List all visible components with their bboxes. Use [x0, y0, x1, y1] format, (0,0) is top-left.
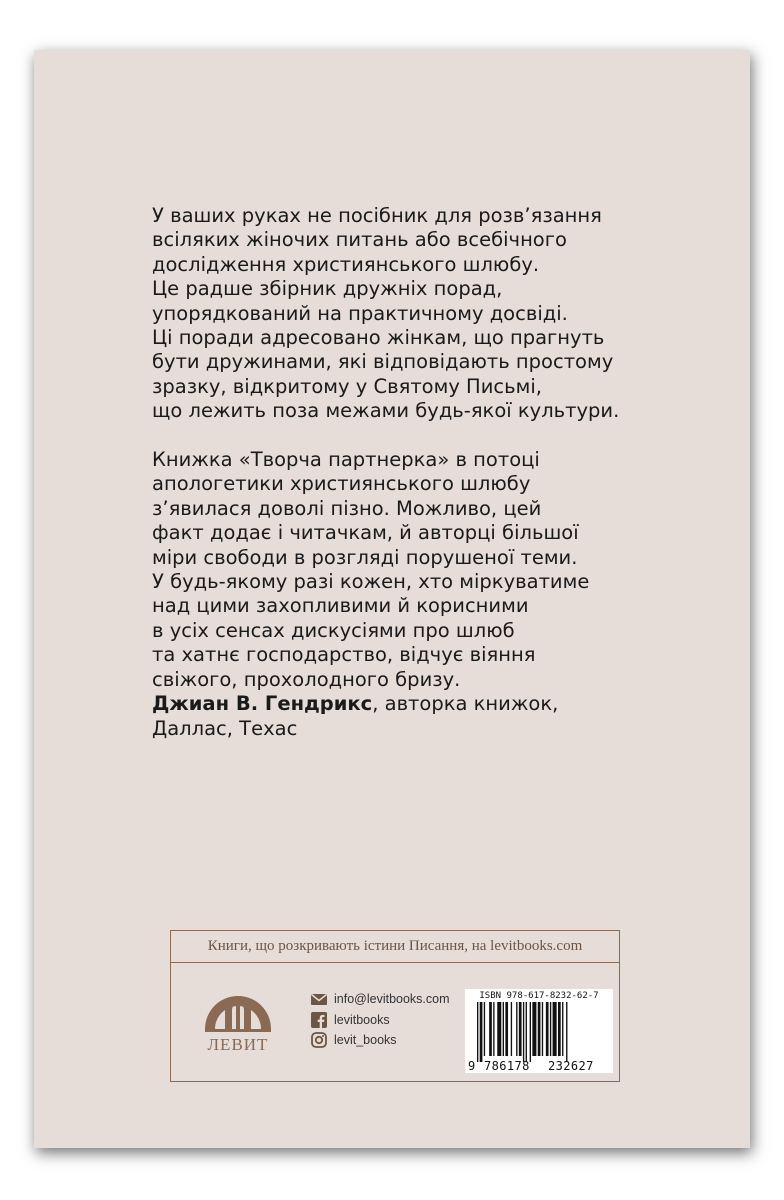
- facebook-text[interactable]: levitbooks: [334, 1012, 390, 1027]
- envelope-icon: [311, 991, 327, 1007]
- barcode-digits-right: 232627: [548, 1059, 594, 1073]
- blurb-line: факт додає і читачкам, й авторці більшої: [152, 521, 579, 545]
- blurb-line: міри свободи в розгляді порушеної теми.: [152, 545, 578, 569]
- blurb-line: та хатнє господарство, відчує віяння: [152, 643, 536, 667]
- isbn-barcode: [465, 989, 613, 1073]
- author-name: Джиан В. Гендрикс: [152, 692, 373, 716]
- author-role: , авторка книжок,: [372, 692, 559, 716]
- blurb-line: над цими захопливими й корисними: [152, 594, 529, 618]
- instagram-text[interactable]: levit_books: [334, 1033, 397, 1048]
- blurb-line: дослідження християнського шлюбу.: [152, 252, 540, 276]
- blurb-line: що лежить поза межами будь-якої культури.: [152, 399, 620, 423]
- barcode-bars: [465, 1002, 613, 1062]
- publisher-tagline: Книги, що розкривають істини Писання, на levitbooks.com: [171, 931, 619, 963]
- blurb-line: свіжого, прохолодного бризу.: [152, 667, 461, 691]
- levit-logo: [201, 979, 275, 1057]
- blurb-paragraph-1: [152, 204, 712, 424]
- blurb-line: всіляких жіночих питань або всебічного: [152, 228, 567, 252]
- author-location: Даллас, Техас: [152, 716, 298, 740]
- blurb-line: упорядкований на практичному досвіді.: [152, 301, 568, 325]
- author-signature: [152, 692, 712, 716]
- contact-facebook[interactable]: [311, 1010, 450, 1031]
- blurb-line: з’явилася доволі пізно. Можливо, цей: [152, 496, 542, 520]
- facebook-icon: [311, 1012, 327, 1028]
- contact-email[interactable]: [311, 989, 450, 1010]
- isbn-label: ISBN 978-617-8232-62-7: [479, 991, 599, 1001]
- blurb-paragraph-2: [152, 448, 712, 692]
- instagram-icon: [311, 1032, 327, 1048]
- blurb-line: в усіх сенсах дискусіями про шлюб: [152, 618, 515, 642]
- blurb-line: У будь-якому разі кожен, хто міркуватиме: [152, 570, 590, 594]
- blurb-line: зразку, відкритому у Святому Письмі,: [152, 374, 542, 398]
- levit-brand-name: ЛЕВИТ: [207, 1035, 269, 1054]
- contact-instagram[interactable]: [311, 1030, 450, 1051]
- publisher-box: [170, 930, 620, 1082]
- email-text[interactable]: info@levitbooks.com: [334, 992, 450, 1007]
- blurb-text: [152, 204, 712, 741]
- barcode-digits-left: 786178: [484, 1059, 530, 1073]
- barcode-digit-first: 9: [468, 1059, 476, 1073]
- blurb-line: Ці поради адресовано жінкам, що прагнуть: [152, 326, 605, 350]
- blurb-line: Це радше збірник дружніх порад,: [152, 277, 503, 301]
- levit-logo-icon: [201, 979, 275, 1035]
- book-back-cover: [34, 50, 750, 1148]
- blurb-line: бути дружинами, які відповідають простому: [152, 350, 614, 374]
- blurb-line: У ваших руках не посібник для розв’язання: [152, 204, 602, 227]
- publisher-contacts: [311, 989, 450, 1051]
- blurb-line: апологетики християнського шлюбу: [152, 472, 531, 496]
- blurb-line: Книжка «Творча партнерка» в потоці: [152, 448, 540, 472]
